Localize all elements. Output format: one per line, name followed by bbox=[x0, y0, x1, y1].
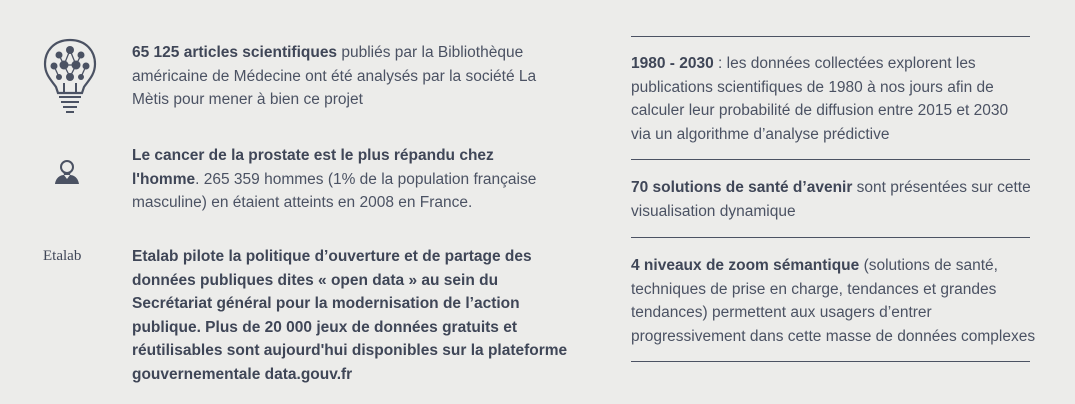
left-text-1 bbox=[132, 41, 537, 112]
right-text-3-rest: (solutions de santé, techniques de prise en charge, tendances et grandes tendances) permettent aux usagers d’entrer progressivement dans cette masse de données complexes bbox=[631, 257, 1036, 345]
right-text-2 bbox=[631, 176, 1031, 223]
divider-1 bbox=[631, 36, 1030, 37]
left-text-1-bold: 65 125 articles scientifiques bbox=[132, 44, 338, 61]
right-text-1-bold: 1980 - 2030 bbox=[631, 55, 714, 72]
left-text-2 bbox=[132, 144, 562, 215]
left-text-1-rest: publiés par la Bibliothèque américaine de Médecine ont été analysés par la société La Mètis pour mener à bien ce projet bbox=[132, 44, 537, 108]
left-text-2-bold: Le cancer de la prostate est le plus répandu chez l'homme bbox=[132, 147, 494, 188]
divider-3 bbox=[631, 237, 1030, 238]
divider-4 bbox=[631, 361, 1030, 362]
etalab-logo: Etalab bbox=[43, 248, 82, 264]
right-text-3-bold: 4 niveaux de zoom sémantique bbox=[631, 257, 860, 274]
left-text-3-bold: Etalab pilote la politique d’ouverture et de partage des données publiques dites « open data » au sein du Secrétariat général pour la modernisation de l’action publique. Plus de 20 000 jeux de données gratuits et réutilisables sont aujourd'hui disponibles sur la plateforme gouvernementale data.gouv.fr bbox=[132, 248, 568, 383]
left-text-2-rest: . 265 359 hommes (1% de la population française masculine) en étaient atteints en 2008 en France. bbox=[132, 170, 537, 211]
left-text-3 bbox=[132, 245, 572, 386]
right-text-2-rest: sont présentées sur cette visualisation dynamique bbox=[631, 179, 1031, 220]
right-text-2-bold: 70 solutions de santé d’avenir bbox=[631, 179, 853, 196]
man-icon bbox=[54, 159, 80, 185]
divider-2 bbox=[631, 159, 1030, 160]
right-text-1-rest: : les données collectées explorent les publications scientifiques de 1980 à nos jours afin de calculer leur probabilité de diffusion entre 2015 et 2030 via un algorithme d’analyse prédictive bbox=[631, 55, 1009, 143]
right-text-1 bbox=[631, 52, 1031, 146]
right-text-3 bbox=[631, 254, 1036, 348]
lightbulb-icon bbox=[42, 37, 98, 115]
